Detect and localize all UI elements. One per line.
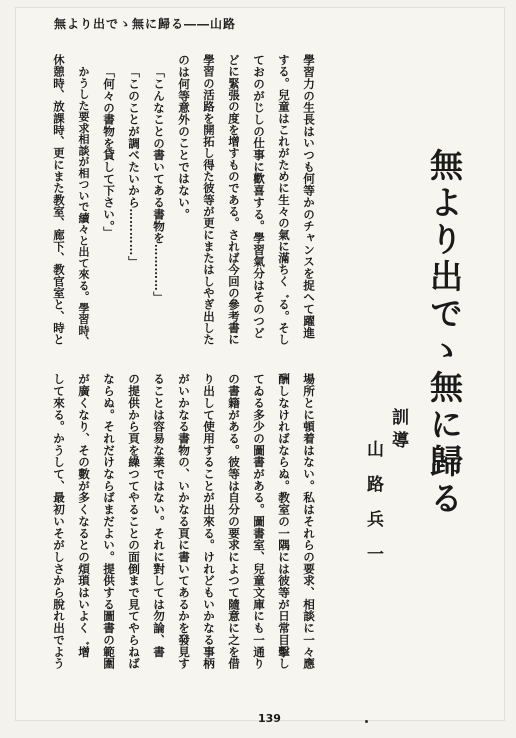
body-line: かうした要求相談が相ついで續々と出て來る。學習時、 bbox=[77, 66, 90, 348]
body-line: ることは容易な業ではない。それに對しては勿論、書 bbox=[152, 373, 166, 658]
book-page bbox=[16, 8, 504, 725]
page-number: 139 bbox=[258, 712, 281, 725]
body-line: が廣くなり、その數が多くなるとの煩瑣はいよく゛增 bbox=[77, 373, 91, 658]
body-line: どに緊張の度を增すものである。されば今回の參考書に bbox=[227, 54, 241, 346]
body-line: 「このことが調べたいから…………」 bbox=[127, 66, 141, 268]
author-role: 訓導 bbox=[388, 408, 408, 454]
body-line: 場所とに頓着はない。私はそれらの要求、相談に一々應 bbox=[302, 373, 316, 670]
body-line: てゐる多少の圖書がある。圖書室、兒童文庫にも一通り bbox=[252, 373, 266, 670]
body-line: 休憩時、放課時、更にまた教室、廊下、教官室と、時と bbox=[52, 54, 66, 346]
author-name: 山路兵一 bbox=[363, 440, 383, 580]
body-line: 學習力の生長はいつも何等かのチャンスを捉へて躍進 bbox=[302, 54, 316, 339]
body-line: のは何等意外のことではない。 bbox=[177, 54, 191, 220]
body-line: する。兒童はこれがために生々の氣に滿ちく゛る。そし bbox=[277, 54, 291, 346]
running-head: 無より出でゝ無に歸る――山路 bbox=[54, 17, 237, 31]
body-line: 酬しなければならぬ。教室の一隅には彼等が日常目擊し bbox=[277, 373, 291, 670]
body-line: ならぬ。それだけならばまだよい。提供する圖書の範圍 bbox=[102, 373, 116, 670]
body-line: ておのがじしの仕事に歡喜する。學習氣分はそのつど bbox=[252, 54, 266, 339]
author-block bbox=[361, 408, 411, 580]
article-title: 無より出でゝ無に歸る bbox=[425, 148, 464, 518]
body-line: 學習の活路を開拓し得た彼等が更にまたはしやぎ出した bbox=[202, 54, 216, 346]
body-line: がいかなる書物の、いかなる頁に書いてあるかを發見す bbox=[177, 373, 191, 670]
body-line: の書籍がある。彼等は自分の要求によつて隨意に之を借 bbox=[227, 373, 241, 670]
print-speck bbox=[365, 720, 368, 723]
body-line: の提供から頁を繰つてやることの面倒まで見てやらねば bbox=[127, 373, 141, 670]
body-line: して來る。かうして、最初いそがしさから脫れ出でよう bbox=[52, 373, 66, 670]
body-line: り出して使用することが出來る。けれどもいかなる事柄 bbox=[202, 373, 216, 670]
body-line: 「何々の書物を貸して下さい。」 bbox=[102, 66, 116, 238]
body-line: 「こんなことの書いてある書物を…………」 bbox=[152, 66, 166, 303]
